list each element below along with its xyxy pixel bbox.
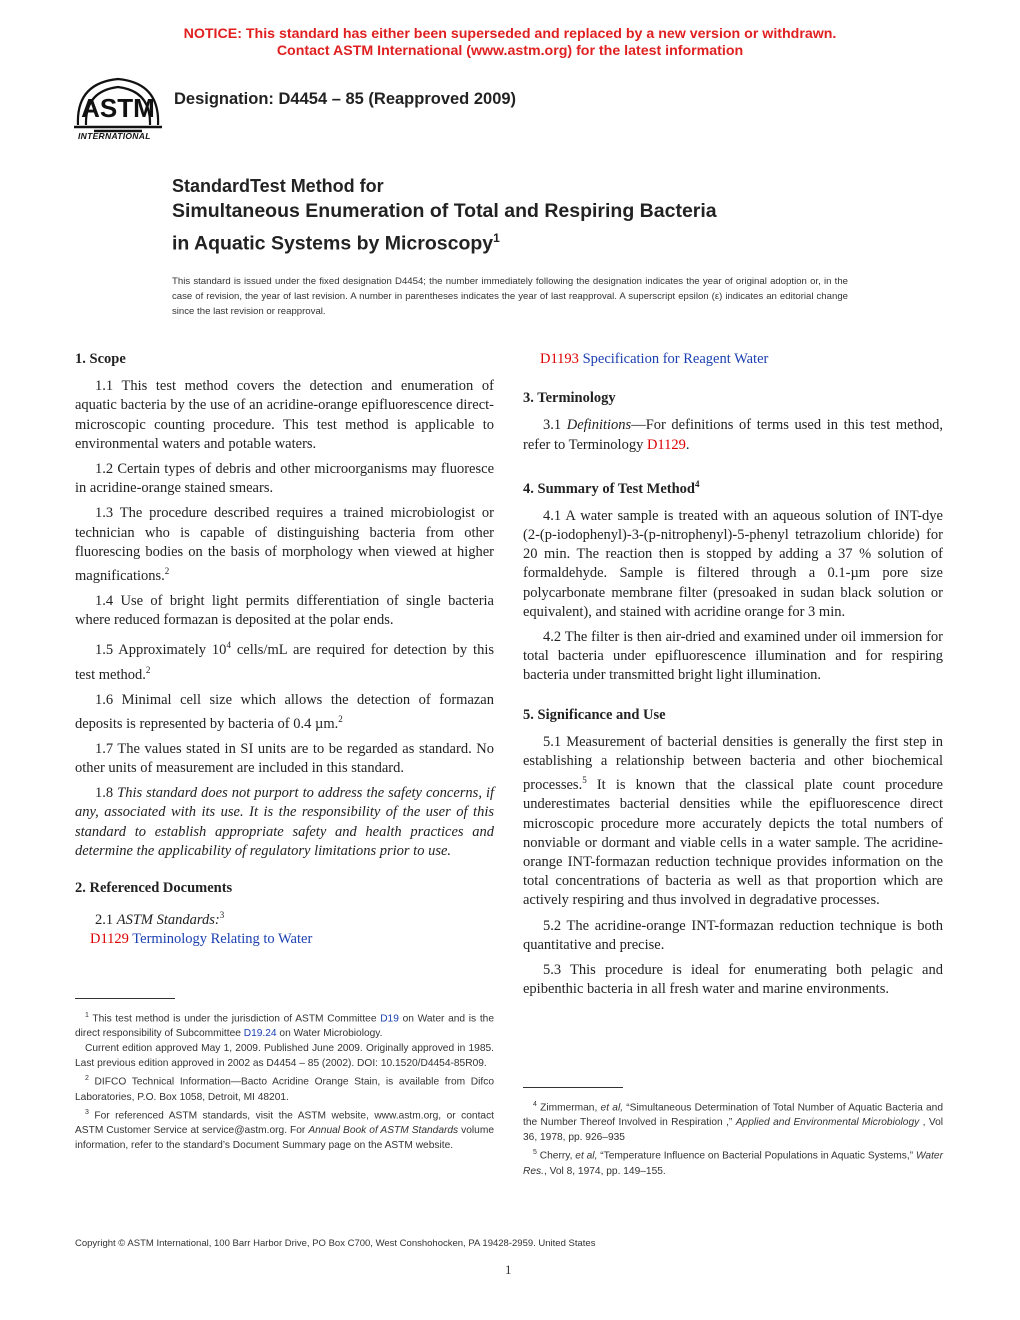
paragraph-2-1: 2.1 ASTM Standards:$^3$ bbox=[95, 910, 225, 929]
right-column bbox=[523, 350, 943, 1005]
footnote-1-edition: Current edition approved May 1, 2009. Published June 2009. Originally approved in 1985. Last previous edition approved in 2002 as D4454 – 85 (2002). DOI: 10.1520/D4454-85R09. bbox=[75, 1043, 494, 1070]
terminology-link[interactable]: D1129 bbox=[646, 436, 686, 453]
footnote-ref[interactable]: 4 bbox=[695, 478, 700, 489]
paragraph-1-1: 1.1 This test method covers the detection and enumeration of aquatic bacteria by the use of an acridine-orange epifluorescence direct-microscopic counting procedure. This test method is applicable to environmental waters and potable waters. bbox=[75, 378, 494, 452]
reference-d1193[interactable] bbox=[523, 350, 943, 369]
subcommittee-link[interactable]: D19.24 bbox=[243, 1028, 277, 1040]
document-title bbox=[172, 174, 717, 258]
footnote-divider bbox=[75, 998, 175, 999]
paragraph-3-1: 3.1 Definitions—For definitions of terms used in this test method, refer to Terminology D1129. bbox=[523, 417, 943, 453]
copyright-line: Copyright © ASTM International, 100 Barr Harbor Drive, PO Box C700, West Conshohocken, PA 19428-2959. United States bbox=[75, 1238, 596, 1249]
footnote-4: $^4$ Zimmerman, et al, “Simultaneous Determination of Total Number of Aquatic Bacteria and the Number Thereof Involved in Respiration ,” Applied and Environmental Microbiology , Vol 36, 1978, pp. 926–935 bbox=[523, 1101, 944, 1144]
reference-code-link[interactable]: D1129 bbox=[90, 931, 129, 948]
paragraph-1-7: 1.7 The values stated in SI units are to be regarded as standard. No other units of measurement are included in this standard. bbox=[75, 740, 494, 776]
footnotes-right bbox=[523, 1097, 943, 1179]
reference-code-link[interactable]: D1193 bbox=[540, 351, 579, 367]
footnote-ref[interactable]: 5 bbox=[582, 775, 587, 786]
paragraph-4-1: 4.1 A water sample is treated with an aqueous solution of INT-dye (2-(p-iodophenyl)-3-(p-nitrophenyl)-5-phenyl tetrazolium chloride) for 20 min. The reaction then is stopped by adding a 37 % solution of formaldehyde. Sample is filtered through a 0.1-µm pore size polycarbonate membrane filter (presoaked in sudan black solution or equivalent), and stained with acridine orange for 3 min. bbox=[523, 507, 943, 620]
page-number: 1 bbox=[505, 1262, 512, 1277]
paragraph-1-2: 1.2 Certain types of debris and other microorganisms may fluoresce in acridine-orange stained smears. bbox=[75, 461, 494, 497]
section-heading-significance: 5. Significance and Use bbox=[523, 706, 666, 723]
paragraph-1-3: 1.3 The procedure described requires a trained microbiologist or technician who is capable of distinguishing bacteria from other fluorescing bodies on the basis of morphology when viewed at higher magnifications.$^2$ bbox=[75, 505, 494, 584]
paragraph-5-3: 5.3 This procedure is ideal for enumerating both pelagic and epibenthic bacteria in all fresh water and marine environments. bbox=[523, 961, 943, 998]
paragraph-4-2: 4.2 The filter is then air-dried and examined under oil immersion for total bacteria under epifluorescence illumination and for respiring bacteria under transmitted bright light illumination. bbox=[523, 629, 943, 684]
paragraph-5-1: 5.1 Measurement of bacterial densities is generally the first step in establishing a relationship between bacteria and other biochemical processes.$^5$ It is known that the classical plate count procedure underestimates bacterial densities while the epifluorescence direct microscopic procedure more accurately depicts the total numbers of nonviable or dormant and viable cells in a water sample. The acridine-orange INT-formazan reduction technique provides information on the total concentrations of bacteria as well as that proportion which are actively respiring and thus involved in degradative processes. bbox=[523, 733, 943, 909]
footnote-ref[interactable]: 2 bbox=[164, 566, 170, 577]
preamble: This standard is issued under the fixed designation D4454; the number immediately following the designation indicates the year of original adoption or, in the case of revision, the year of last revision. A number in parentheses indicates the year of last reapproval. A superscript epsilon (ε) indicates an editorial change since the last revision or reapproval. bbox=[172, 276, 848, 317]
section-heading-scope: 1. Scope bbox=[75, 351, 126, 367]
section-heading-summary: 4. Summary of Test Method$^4$ bbox=[523, 478, 700, 497]
reference-title-link[interactable]: Specification for Reagent Water bbox=[578, 351, 769, 367]
section-heading-terminology: 3. Terminology bbox=[523, 390, 616, 407]
committee-link[interactable]: D19 bbox=[380, 1013, 399, 1025]
footnote-1: $^1$ This test method is under the jurisdiction of ASTM Committee D19 on Water and is the direct responsibility of Subcommittee D19.24 on Water Microbiology. bbox=[75, 1012, 494, 1040]
logo-letters: ASTM bbox=[81, 93, 155, 123]
footnote-3: $^3$ For referenced ASTM standards, visit the ASTM website, www.astm.org, or contact ASTM Customer Service at service@astm.org. For Annual Book of ASTM Standards volume information, refer to the standard’s Document Summary page on the ASTM website. bbox=[75, 1108, 495, 1152]
paragraph-1-4: 1.4 Use of bright light permits differentiation of single bacteria where reduced formazan is deposited at the polar ends. bbox=[75, 593, 494, 629]
paragraph-1-6: 1.6 Minimal cell size which allows the detection of formazan deposits is represented by bacteria of 0.4 µm.$^2$ bbox=[75, 691, 494, 732]
title-footnote-mark[interactable]: 1 bbox=[493, 231, 500, 245]
notice-line-2: Contact ASTM International (www.astm.org) for the latest information bbox=[276, 43, 744, 59]
footnote-ref[interactable]: 2 bbox=[338, 713, 343, 724]
logo-caption: INTERNATIONAL bbox=[78, 131, 151, 141]
footnote-2: $^2$ DIFCO Technical Information—Bacto Acridine Orange Stain, is available from Difco Laboratories, P.O. Box 1058, Detroit, MI 48201. bbox=[75, 1075, 494, 1103]
left-column bbox=[75, 350, 494, 949]
footnote-ref[interactable]: 3 bbox=[219, 910, 225, 921]
title-line-1: StandardTest Method for bbox=[172, 176, 384, 196]
reference-title-link[interactable]: Terminology Relating to Water bbox=[128, 931, 313, 948]
footnote-divider bbox=[523, 1087, 623, 1088]
reference-d1129[interactable] bbox=[75, 930, 494, 949]
footnote-ref[interactable]: 2 bbox=[145, 664, 151, 675]
paragraph-5-2: 5.2 The acridine-orange INT-formazan reduction technique is both quantitative and precise. bbox=[523, 917, 943, 953]
paragraph-1-8: 1.8 This standard does not purport to address the safety concerns, if any, associated with its use. It is the responsibility of the user of this standard to establish appropriate safety and health practices and determine the applicability of regulatory limitations prior to use. bbox=[75, 785, 495, 859]
title-line-2: Simultaneous Enumeration of Total and Respiring Bacteria bbox=[172, 200, 717, 222]
notice-line-1: NOTICE: This standard has either been superseded and replaced by a new version or withdrawn. bbox=[183, 26, 837, 42]
paragraph-1-5: 1.5 Approximately $10^4$ cells/mL are required for detection by this test method.$^2$ bbox=[75, 640, 494, 683]
withdrawal-notice bbox=[0, 26, 1020, 60]
footnotes-left bbox=[75, 1008, 494, 1153]
footnote-5: $^5$ Cherry, et al, “Temperature Influence on Bacterial Populations in Aquatic Systems,” Water Res., Vol 8, 1974, pp. 149–155. bbox=[523, 1149, 943, 1177]
designation: Designation: D4454 – 85 (Reapproved 2009) bbox=[174, 90, 517, 108]
title-line-3: in Aquatic Systems by Microscopy$^1$ bbox=[172, 231, 500, 255]
section-heading-referenced-documents: 2. Referenced Documents bbox=[75, 879, 233, 896]
